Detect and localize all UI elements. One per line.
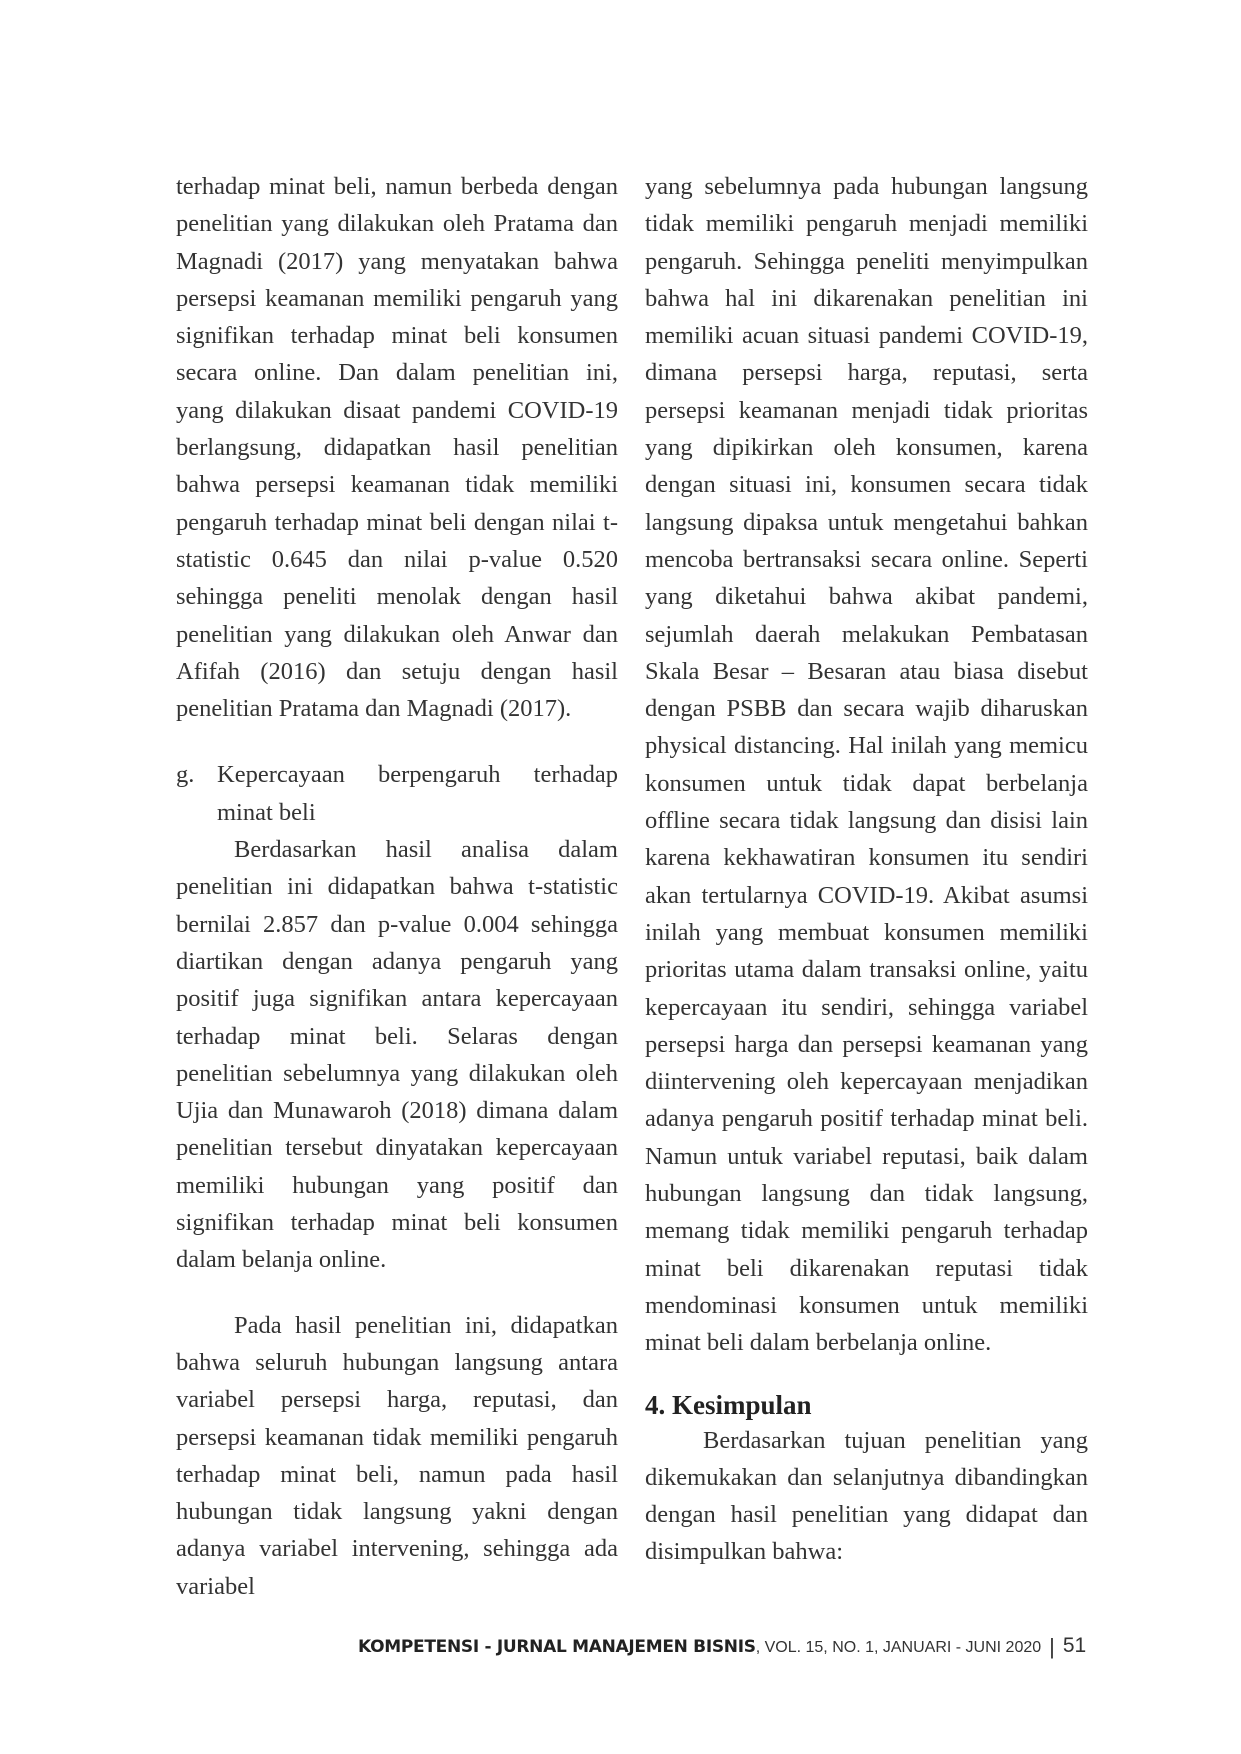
left-paragraph-3: Pada hasil penelitian ini, didapatkan bahwa seluruh hubungan langsung antara variabel persepsi harga, reputasi, dan persepsi keamanan tidak memiliki pengaruh terhadap minat beli, namun pada hasil hubungan tidak langsung yakni dengan adanya variabel intervening, sehingga ada variabel <box>176 1311 618 1600</box>
right-paragraph-1: yang sebelumnya pada hubungan langsung tidak memiliki pengaruh menjadi memiliki pengaruh. Sehingga peneliti menyimpulkan bahwa hal ini dikarenakan penelitian ini memiliki acuan situasi pandemi COVID-19, dimana persepsi harga, reputasi, serta persepsi keamanan menjadi tidak prioritas yang dipikirkan oleh konsumen, karena dengan situasi ini, konsumen secara tidak langsung dipaksa untuk mengetahui bahkan mencoba bertransaksi secara online. Seperti yang diketahui bahwa akibat pandemi, sejumlah daerah melakukan Pembatasan Skala Besar – Besaran atau biasa disebut dengan PSBB dan secara wajib diharuskan physical distancing. Hal inilah yang memicu konsumen untuk tidak dapat berbelanja offline secara tidak langsung dan disisi lain karena kekhawatiran konsumen itu sendiri akan tertularnya COVID-19. Akibat asumsi inilah yang membuat konsumen memiliki prioritas utama dalam transaksi online, yaitu kepercayaan itu sendiri, sehingga variabel persepsi harga dan persepsi keamanan yang diintervening oleh kepercayaan menjadikan adanya pengaruh positif terhadap minat beli. Namun untuk variabel reputasi, baik dalam hubungan langsung dan tidak langsung, memang tidak memiliki pengaruh terhadap minat beli dikarenakan reputasi tidak mendominasi konsumen untuk memiliki minat beli dalam berbelanja online. <box>645 173 1088 1357</box>
footer-separator: | <box>1049 1634 1055 1659</box>
list-item-g <box>176 756 618 831</box>
right-column <box>645 168 1088 1571</box>
journal-details: , VOL. 15, NO. 1, JANUARI - JUNI 2020 <box>755 1639 1042 1656</box>
journal-name: KOMPETENSI - JURNAL MANAJEMEN BISNIS <box>358 1637 756 1657</box>
section-heading: 4. Kesimpulan <box>645 1389 812 1420</box>
left-paragraph-2: Berdasarkan hasil analisa dalam penelitian ini didapatkan bahwa t-statistic bernilai 2.857 dan p-value 0.004 sehingga diartikan dengan adanya pengaruh yang positif juga signifikan antara kepercayaan terhadap minat beli. Selaras dengan penelitian sebelumnya yang dilakukan oleh Ujia dan Munawaroh (2018) dimana dalam penelitian tersebut dinyatakan kepercayaan memiliki hubungan yang positif dan signifikan terhadap minat beli konsumen dalam belanja online. <box>176 836 618 1274</box>
list-marker: g. <box>176 761 195 789</box>
list-item-title: Kepercayaan berpengaruh terhadap minat beli <box>217 761 618 826</box>
page-number: 51 <box>1062 1634 1087 1657</box>
left-column <box>176 168 618 1605</box>
right-paragraph-2: Berdasarkan tujuan penelitian yang dikemukakan dan selanjutnya dibandingkan dengan hasil penelitian yang didapat dan disimpulkan bahwa: <box>645 1426 1088 1566</box>
left-paragraph-1: terhadap minat beli, namun berbeda dengan penelitian yang dilakukan oleh Pratama dan Magnadi (2017) yang menyatakan bahwa persepsi keamanan memiliki pengaruh yang signifikan terhadap minat beli konsumen secara online. Dan dalam penelitian ini, yang dilakukan disaat pandemi COVID-19 berlangsung, didapatkan hasil penelitian bahwa persepsi keamanan tidak memiliki pengaruh terhadap minat beli dengan nilai t-statistic 0.645 dan nilai p-value 0.520 sehingga peneliti menolak dengan hasil penelitian yang dilakukan oleh Anwar dan Afifah (2016) dan setuju dengan hasil penelitian Pratama dan Magnadi (2017). <box>176 173 618 723</box>
page-footer <box>358 1634 1087 1660</box>
